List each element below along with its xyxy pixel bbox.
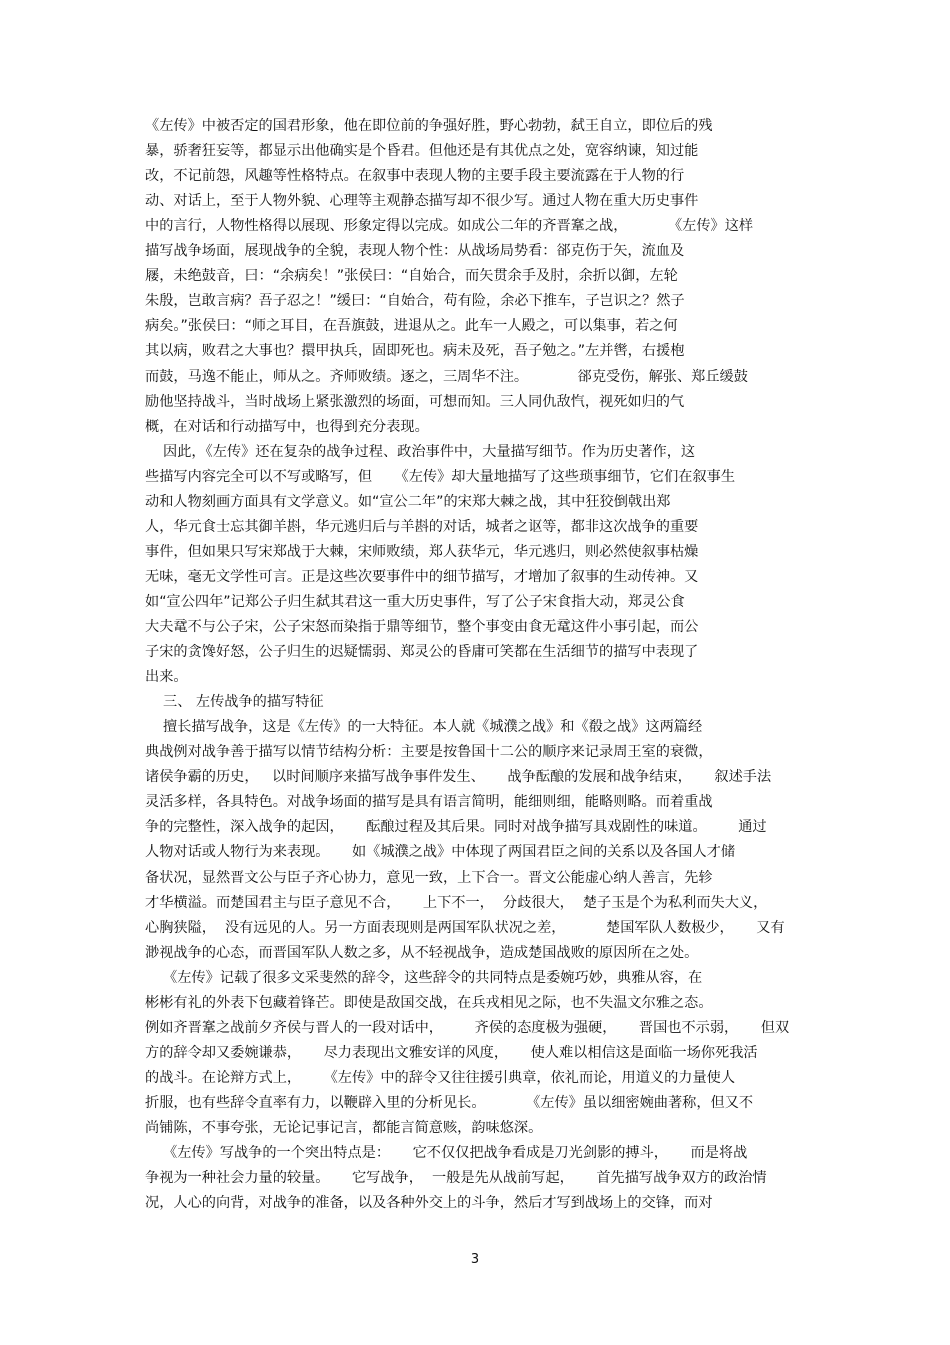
text-line: 人物对话或人物行为来表现。 如《城濮之战》中体现了两国君臣之间的关系以及各国人才储 <box>145 844 736 860</box>
text-line: 争视为一种社会力量的较量。 它写战争， 一般是先从战前写起， 首先描写战争双方的政治情 <box>145 1170 767 1186</box>
text-line: 无味，毫无文学性可言。正是这些次要事件中的细节描写，才增加了叙事的生动传神。又 <box>145 569 699 585</box>
text-line: 因此，《左传》还在复杂的战争过程、政治事件中，大量描写细节。作为历史著作，这 <box>145 444 696 460</box>
text-line: 励他坚持战斗，当时战场上紧张激烈的场面，可想而知。三人同仇敌忾，视死如归的气 <box>145 394 685 410</box>
text-line: 折服，也有些辞令直率有力，以鞭辟入里的分析见长。 《左传》虽以细密婉曲著称，但又不 <box>145 1095 754 1111</box>
text-line: 朱殷，岂敢言病？吾子忍之！”缓曰：“自始合，苟有险，余必下推车，子岂识之？然子 <box>145 293 685 309</box>
text-line: 争的完整性，深入战争的起因， 酝酿过程及其后果。同时对战争描写具戏剧性的味道。 通过 <box>145 819 767 835</box>
text-line: 灵活多样，各具特色。对战争场面的描写是具有语言简明，能细则细，能略则略。而着重战 <box>145 794 713 810</box>
text-line: 子宋的贪馋好怒，公子归生的迟疑懦弱、郑灵公的昏庸可笑都在生活细节的描写中表现了 <box>145 644 699 660</box>
text-line: 病矣。”张侯曰：“师之耳目，在吾旗鼓，进退从之。此车一人殿之，可以集事，若之何 <box>145 318 678 334</box>
text-line: 人，华元食士忘其御羊斟，华元逃归后与羊斟的对话，城者之讴等，都非这次战争的重要 <box>145 519 699 535</box>
text-line: 典战例对战争善于描写以情节结构分析：主要是按鲁国十二公的顺序来记录周王室的衰微， <box>145 744 713 760</box>
text-line: 屦，未绝鼓音，曰：“余病矣！”张侯曰：“自始合，而矢贯余手及肘，余折以御，左轮 <box>145 268 678 284</box>
text-line: 些描写内容完全可以不写或略写，但 《左传》却大量地描写了这些琐事细节，它们在叙事生 <box>145 469 736 485</box>
text-line: 彬彬有礼的外表下包藏着锋芒。即使是敌国交战，在兵戎相见之际，也不失温文尔雅之态。 <box>145 995 713 1011</box>
page-number: 3 <box>470 1252 480 1267</box>
text-line: 《左传》中被否定的国君形象，他在即位前的争强好胜，野心勃勃，弑王自立，即位后的残 <box>145 118 713 134</box>
text-line: 改，不记前怨，风趣等性格特点。在叙事中表现人物的主要手段主要流露在于人物的行 <box>145 168 685 184</box>
text-line: 而鼓，马逸不能止，师从之。齐师败绩。逐之，三周华不注。 郤克受伤，解张、郑丘缓鼓 <box>145 369 748 385</box>
text-line: 中的言行，人物性格得以展现、形象定得以完成。如成公二年的齐晋鞌之战， 《左传》这样 <box>145 218 754 234</box>
text-line: 动和人物刻画方面具有文学意义。如“宣公二年”的宋郑大棘之战，其中狂狡倒戟出郑 <box>145 494 671 510</box>
text-line: 渺视战争的心态，而晋国军队人数之多，从不轻视战争，造成楚国战败的原因所在之处。 <box>145 945 699 961</box>
text-line: 三、 左传战争的描写特征 <box>145 694 324 710</box>
text-line: 其以病，败君之大事也？擐甲执兵，固即死也。病未及死，吾子勉之。”左并辔，右援枹 <box>145 343 685 359</box>
text-line: 的战斗。在论辩方式上， 《左传》中的辞令又往往援引典章，依礼而论，用道义的力量使人 <box>145 1070 736 1086</box>
text-line: 心胸狭隘， 没有远见的人。另一方面表现则是两国军队状况之差， 楚国军队人数极少， 又有 <box>145 920 785 936</box>
text-line: 况，人心的向背，对战争的准备，以及各种外交上的斗争，然后才写到战场上的交锋，而对 <box>145 1195 713 1211</box>
text-line: 才华横溢。而楚国君主与臣子意见不合， 上下不一， 分歧很大， 楚子玉是个为私利而失大义， <box>145 895 768 911</box>
text-line: 事件，但如果只写宋郑战于大棘，宋师败绩，郑人获华元，华元逃归，则必然使叙事枯燥 <box>145 544 699 560</box>
text-line: 动、对话上，至于人物外貌、心理等主观静态描写却不很少写。通过人物在重大历史事件 <box>145 193 699 209</box>
text-line: 大夫鼋不与公子宋，公子宋怒而染指于鼎等细节，整个事变由食无鼋这件小事引起，而公 <box>145 619 699 635</box>
text-line: 概，在对话和行动描写中，也得到充分表现。 <box>145 419 429 435</box>
text-line: 诸侯争霸的历史， 以时间顺序来描写战争事件发生、 战争酝酿的发展和战争结束， 叙述手法 <box>145 769 772 785</box>
text-line: 尚铺陈，不事夸张，无论记事记言，都能言简意赅，韵味悠深。 <box>145 1120 543 1136</box>
text-line: 方的辞令却又委婉谦恭， 尽力表现出文雅安详的风度， 使人难以相信这是面临一场你死我活 <box>145 1045 758 1061</box>
text-line: 备状况，显然晋文公与臣子齐心协力，意见一致，上下合一。晋文公能虚心纳人善言，先轸 <box>145 870 713 886</box>
text-line: 例如齐晋鞌之战前夕齐侯与晋人的一段对话中， 齐侯的态度极为强硬， 晋国也不示弱， 但双 <box>145 1020 790 1036</box>
text-line: 描写战争场面，展现战争的全貌，表现人物个性：从战场局势看：郤克伤于矢，流血及 <box>145 243 685 259</box>
text-line: 出来。 <box>145 669 188 685</box>
text-line: 擅长描写战争，这是《左传》的一大特征。本人就《城濮之战》和《殽之战》这两篇经 <box>145 719 703 735</box>
text-line: 《左传》写战争的一个突出特点是： 它不仅仅把战争看成是刀光剑影的搏斗， 而是将战 <box>145 1145 748 1161</box>
text-line: 《左传》记载了很多文采斐然的辞令，这些辞令的共同特点是委婉巧妙，典雅从容，在 <box>145 970 703 986</box>
text-line: 暴，骄奢狂妄等，都显示出他确实是个昏君。但他还是有其优点之处，宽容纳谏，知过能 <box>145 143 699 159</box>
text-line: 如“宣公四年”记郑公子归生弑其君这一重大历史事件，写了公子宋食指大动，郑灵公食 <box>145 594 685 610</box>
